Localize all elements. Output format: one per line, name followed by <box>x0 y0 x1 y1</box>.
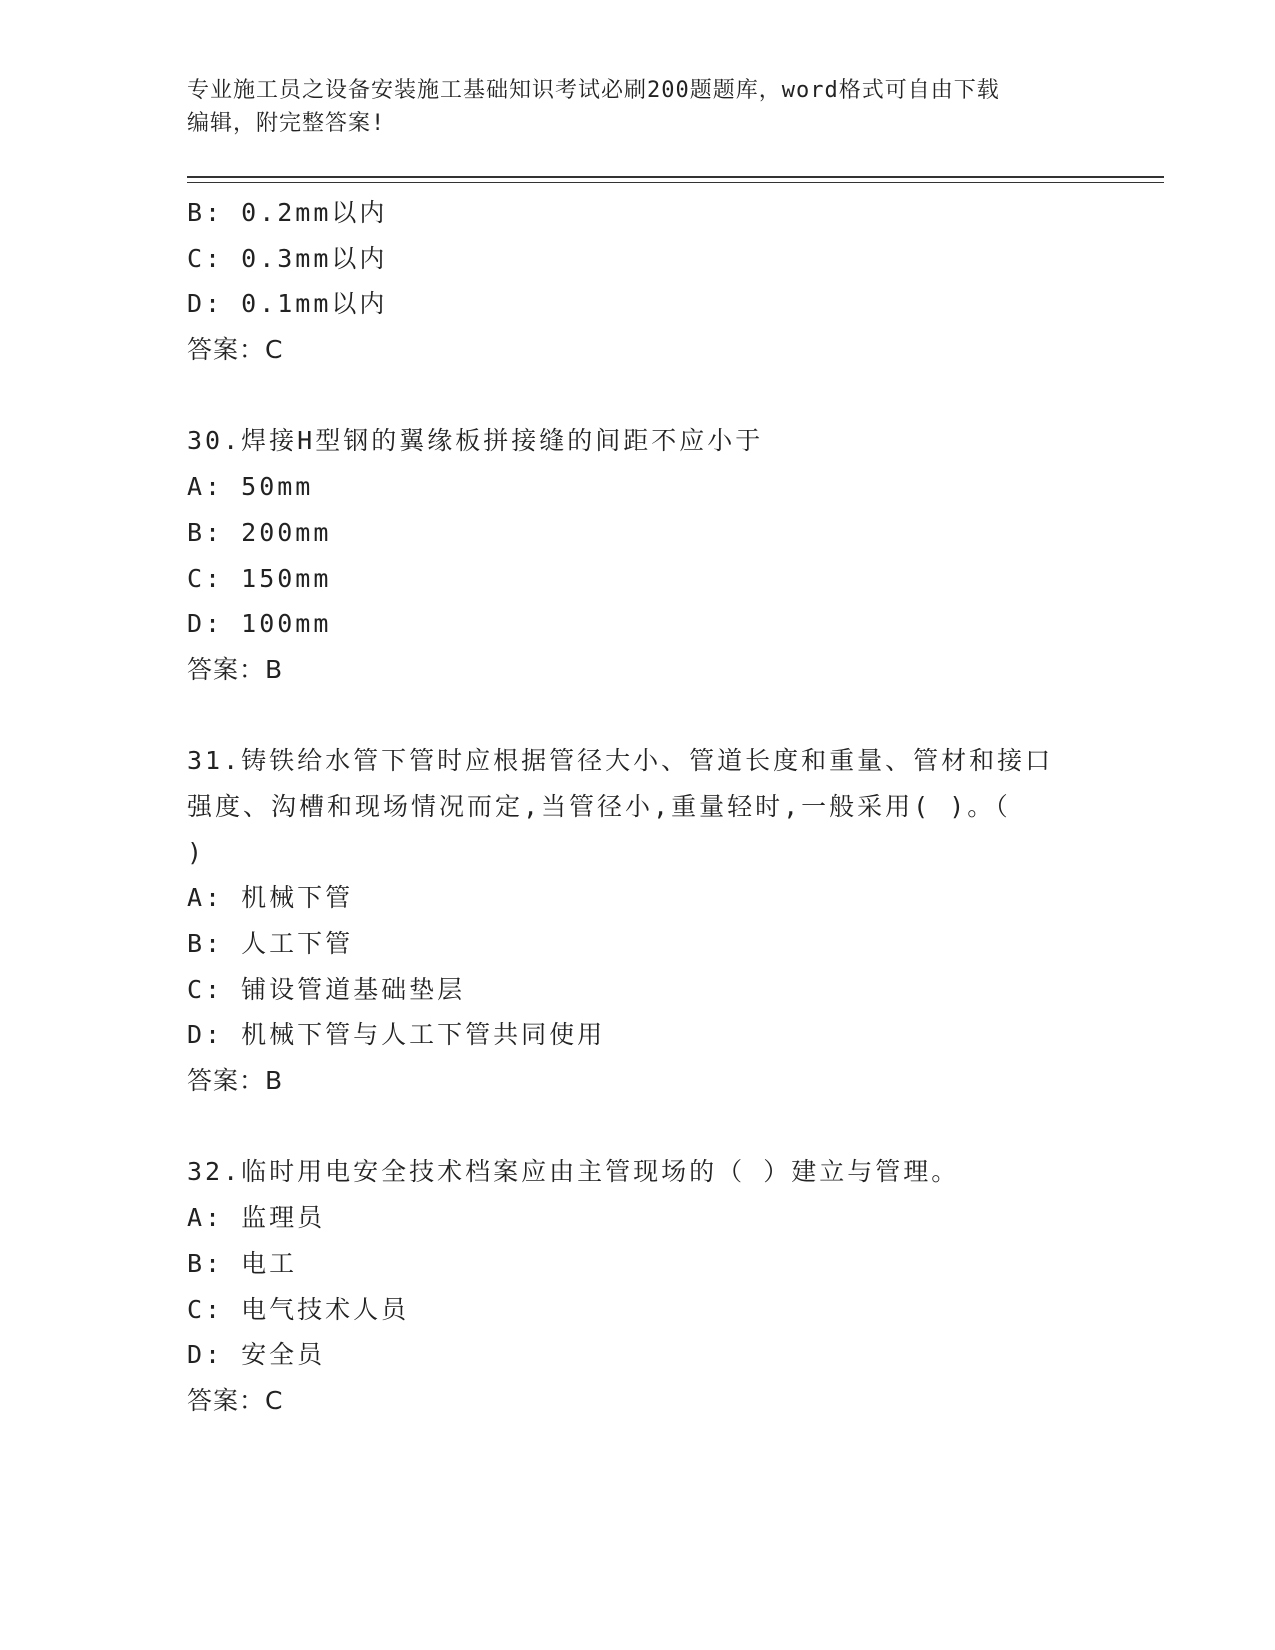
answer-line: 答案：C <box>187 1385 284 1415</box>
question-block-31 <box>187 738 1087 1104</box>
answer-line: 答案：B <box>187 654 284 684</box>
option-d: D: 100mm <box>187 609 332 639</box>
spacer <box>187 1104 1087 1150</box>
question-block-prev <box>187 190 1087 373</box>
header-divider-thin <box>187 182 1164 183</box>
option-d: D: 机械下管与人工下管共同使用 <box>187 1020 606 1050</box>
option-b: B: 200mm <box>187 517 332 547</box>
header-line-1: 专业施工员之设备安装施工基础知识考试必刷200题题库，word格式可自由下载 <box>187 78 1000 103</box>
header-line-2: 编辑，附完整答案! <box>187 111 386 136</box>
question-block-30 <box>187 418 1087 692</box>
option-b: B: 0.2mm以内 <box>187 198 388 227</box>
question-list <box>187 190 1087 1424</box>
option-a: A: 机械下管 <box>187 883 354 913</box>
option-d: D: 安全员 <box>187 1340 326 1370</box>
question-stem-line-2: 强度、沟槽和现场情况而定,当管径小,重量轻时,一般采用( )。（ <box>187 791 1011 821</box>
question-block-32 <box>187 1149 1087 1423</box>
option-b: B: 电工 <box>187 1248 298 1278</box>
option-c: C: 电气技术人员 <box>187 1294 410 1324</box>
question-stem-line-1: 31.铸铁给水管下管时应根据管径大小、管道长度和重量、管材和接口 <box>187 746 1054 776</box>
answer-line: 答案：B <box>187 1066 284 1096</box>
option-a: A: 50mm <box>187 472 314 502</box>
question-stem: 30.焊接H型钢的翼缘板拼接缝的间距不应小于 <box>187 426 764 456</box>
option-c: C: 铺设管道基础垫层 <box>187 974 466 1004</box>
question-stem-line-3: ) <box>187 837 206 867</box>
option-a: A: 监理员 <box>187 1203 326 1233</box>
answer-line: 答案：C <box>187 335 284 365</box>
option-d: D: 0.1mm以内 <box>187 289 388 319</box>
option-b: B: 人工下管 <box>187 929 354 958</box>
spacer <box>187 373 1087 419</box>
question-stem: 32.临时用电安全技术档案应由主管现场的（ ）建立与管理。 <box>187 1157 960 1187</box>
option-c: C: 0.3mm以内 <box>187 243 388 273</box>
spacer <box>187 693 1087 739</box>
header-divider-thick <box>187 176 1164 178</box>
document-header <box>187 74 1077 140</box>
option-c: C: 150mm <box>187 563 332 593</box>
